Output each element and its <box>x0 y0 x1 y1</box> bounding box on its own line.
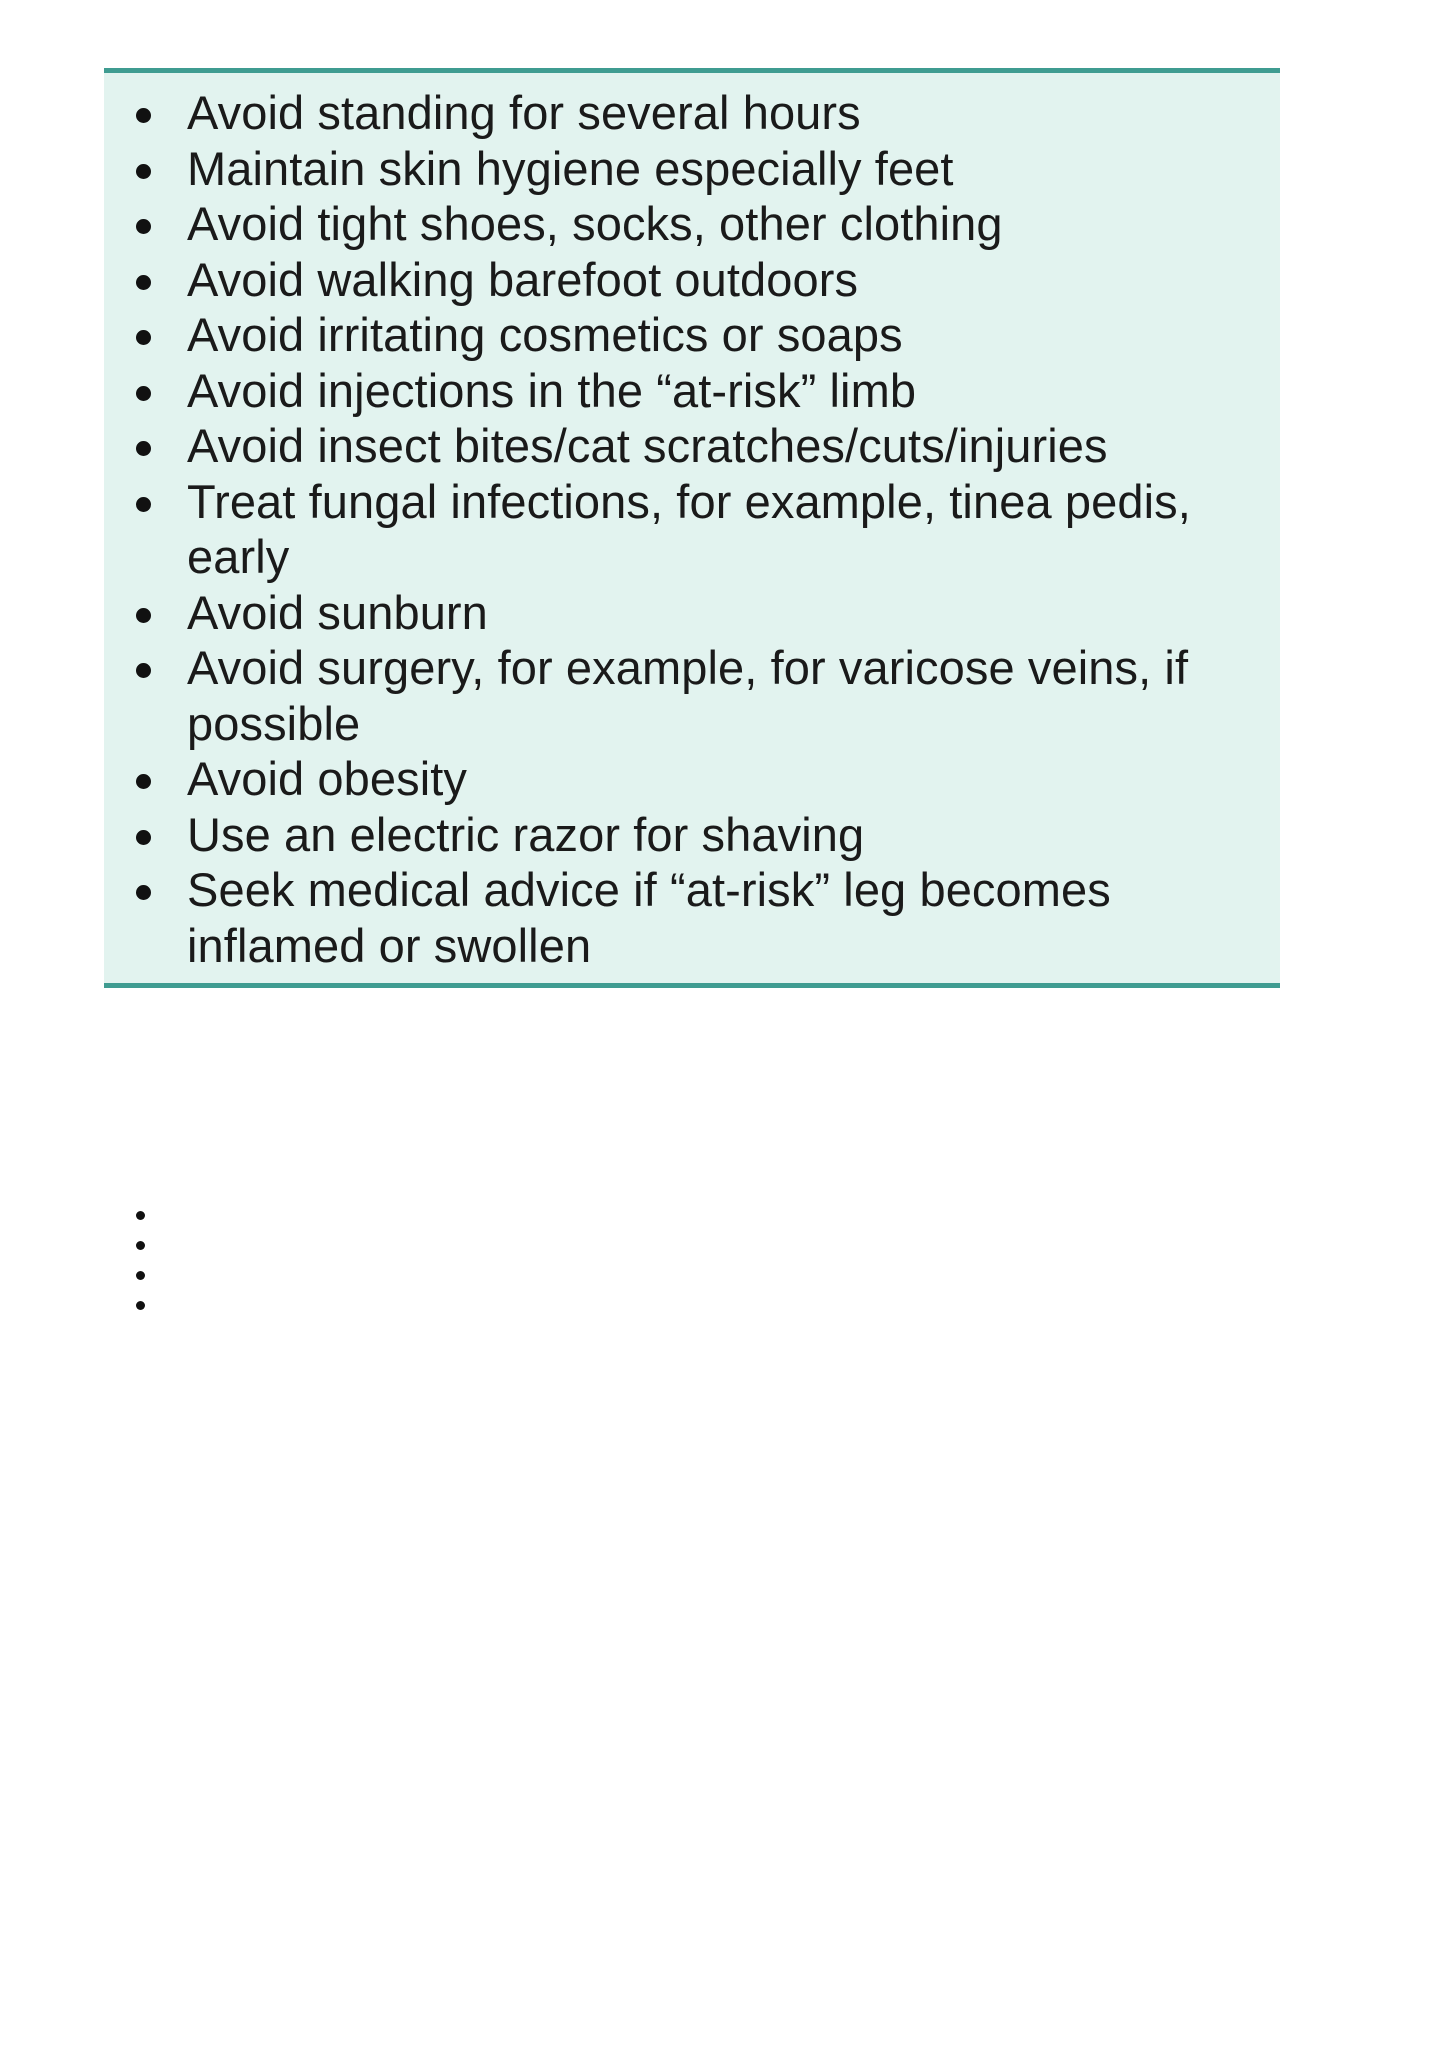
bullet-icon <box>136 497 151 512</box>
bullet-icon <box>136 1211 145 1220</box>
list-item <box>104 141 1280 197</box>
list-item <box>104 307 1280 363</box>
advice-list <box>104 73 1280 973</box>
empty-list-item <box>134 1267 154 1297</box>
list-item-text: Use an electric razor for shaving <box>187 807 865 861</box>
list-item <box>104 585 1280 641</box>
bullet-icon <box>136 275 151 290</box>
list-item <box>104 474 1280 585</box>
empty-bullet-list <box>134 1207 154 1327</box>
advice-box <box>104 68 1280 988</box>
bullet-icon <box>136 608 151 623</box>
empty-list-item <box>134 1207 154 1237</box>
bullet-icon <box>136 1241 145 1250</box>
list-item-text: Avoid obesity <box>187 752 467 805</box>
bullet-icon <box>136 885 151 900</box>
list-item-text: Treat fungal infections, for example, tinea pedis, early <box>187 474 1191 583</box>
list-item <box>104 418 1280 474</box>
list-item-text: Avoid standing for several hours <box>187 86 861 139</box>
empty-list-item <box>134 1237 154 1267</box>
list-item <box>104 862 1280 973</box>
bullet-icon <box>136 108 151 123</box>
empty-list-item <box>134 1297 154 1327</box>
bullet-icon <box>136 219 151 234</box>
list-item <box>104 751 1280 807</box>
bullet-icon <box>136 441 151 456</box>
list-item <box>104 196 1280 252</box>
bullet-icon <box>136 774 151 789</box>
bullet-icon <box>136 1271 145 1280</box>
bullet-icon <box>136 164 151 179</box>
list-item <box>104 807 1280 863</box>
list-item <box>104 252 1280 308</box>
bullet-icon <box>136 386 151 401</box>
list-item <box>104 363 1280 419</box>
list-item-text: Avoid surgery, for example, for varicose veins, if possible <box>187 641 1189 750</box>
list-item-text: Maintain skin hygiene especially feet <box>187 141 954 195</box>
list-item <box>104 640 1280 751</box>
list-item-text: Avoid insect bites/cat scratches/cuts/injuries <box>187 419 1108 472</box>
list-item <box>104 85 1280 141</box>
list-item-text: Avoid tight shoes, socks, other clothing <box>187 197 1003 250</box>
list-item-text: Avoid sunburn <box>187 585 488 639</box>
list-item-text: Avoid walking barefoot outdoors <box>187 252 859 306</box>
bullet-icon <box>136 330 151 345</box>
bullet-icon <box>136 1301 145 1310</box>
list-item-text: Avoid irritating cosmetics or soaps <box>187 308 903 361</box>
bullet-icon <box>136 663 151 678</box>
list-item-text: Avoid injections in the “at-risk” limb <box>187 363 917 417</box>
list-item-text: Seek medical advice if “at-risk” leg becomes inflamed or swollen <box>187 863 1111 972</box>
bullet-icon <box>136 830 151 845</box>
